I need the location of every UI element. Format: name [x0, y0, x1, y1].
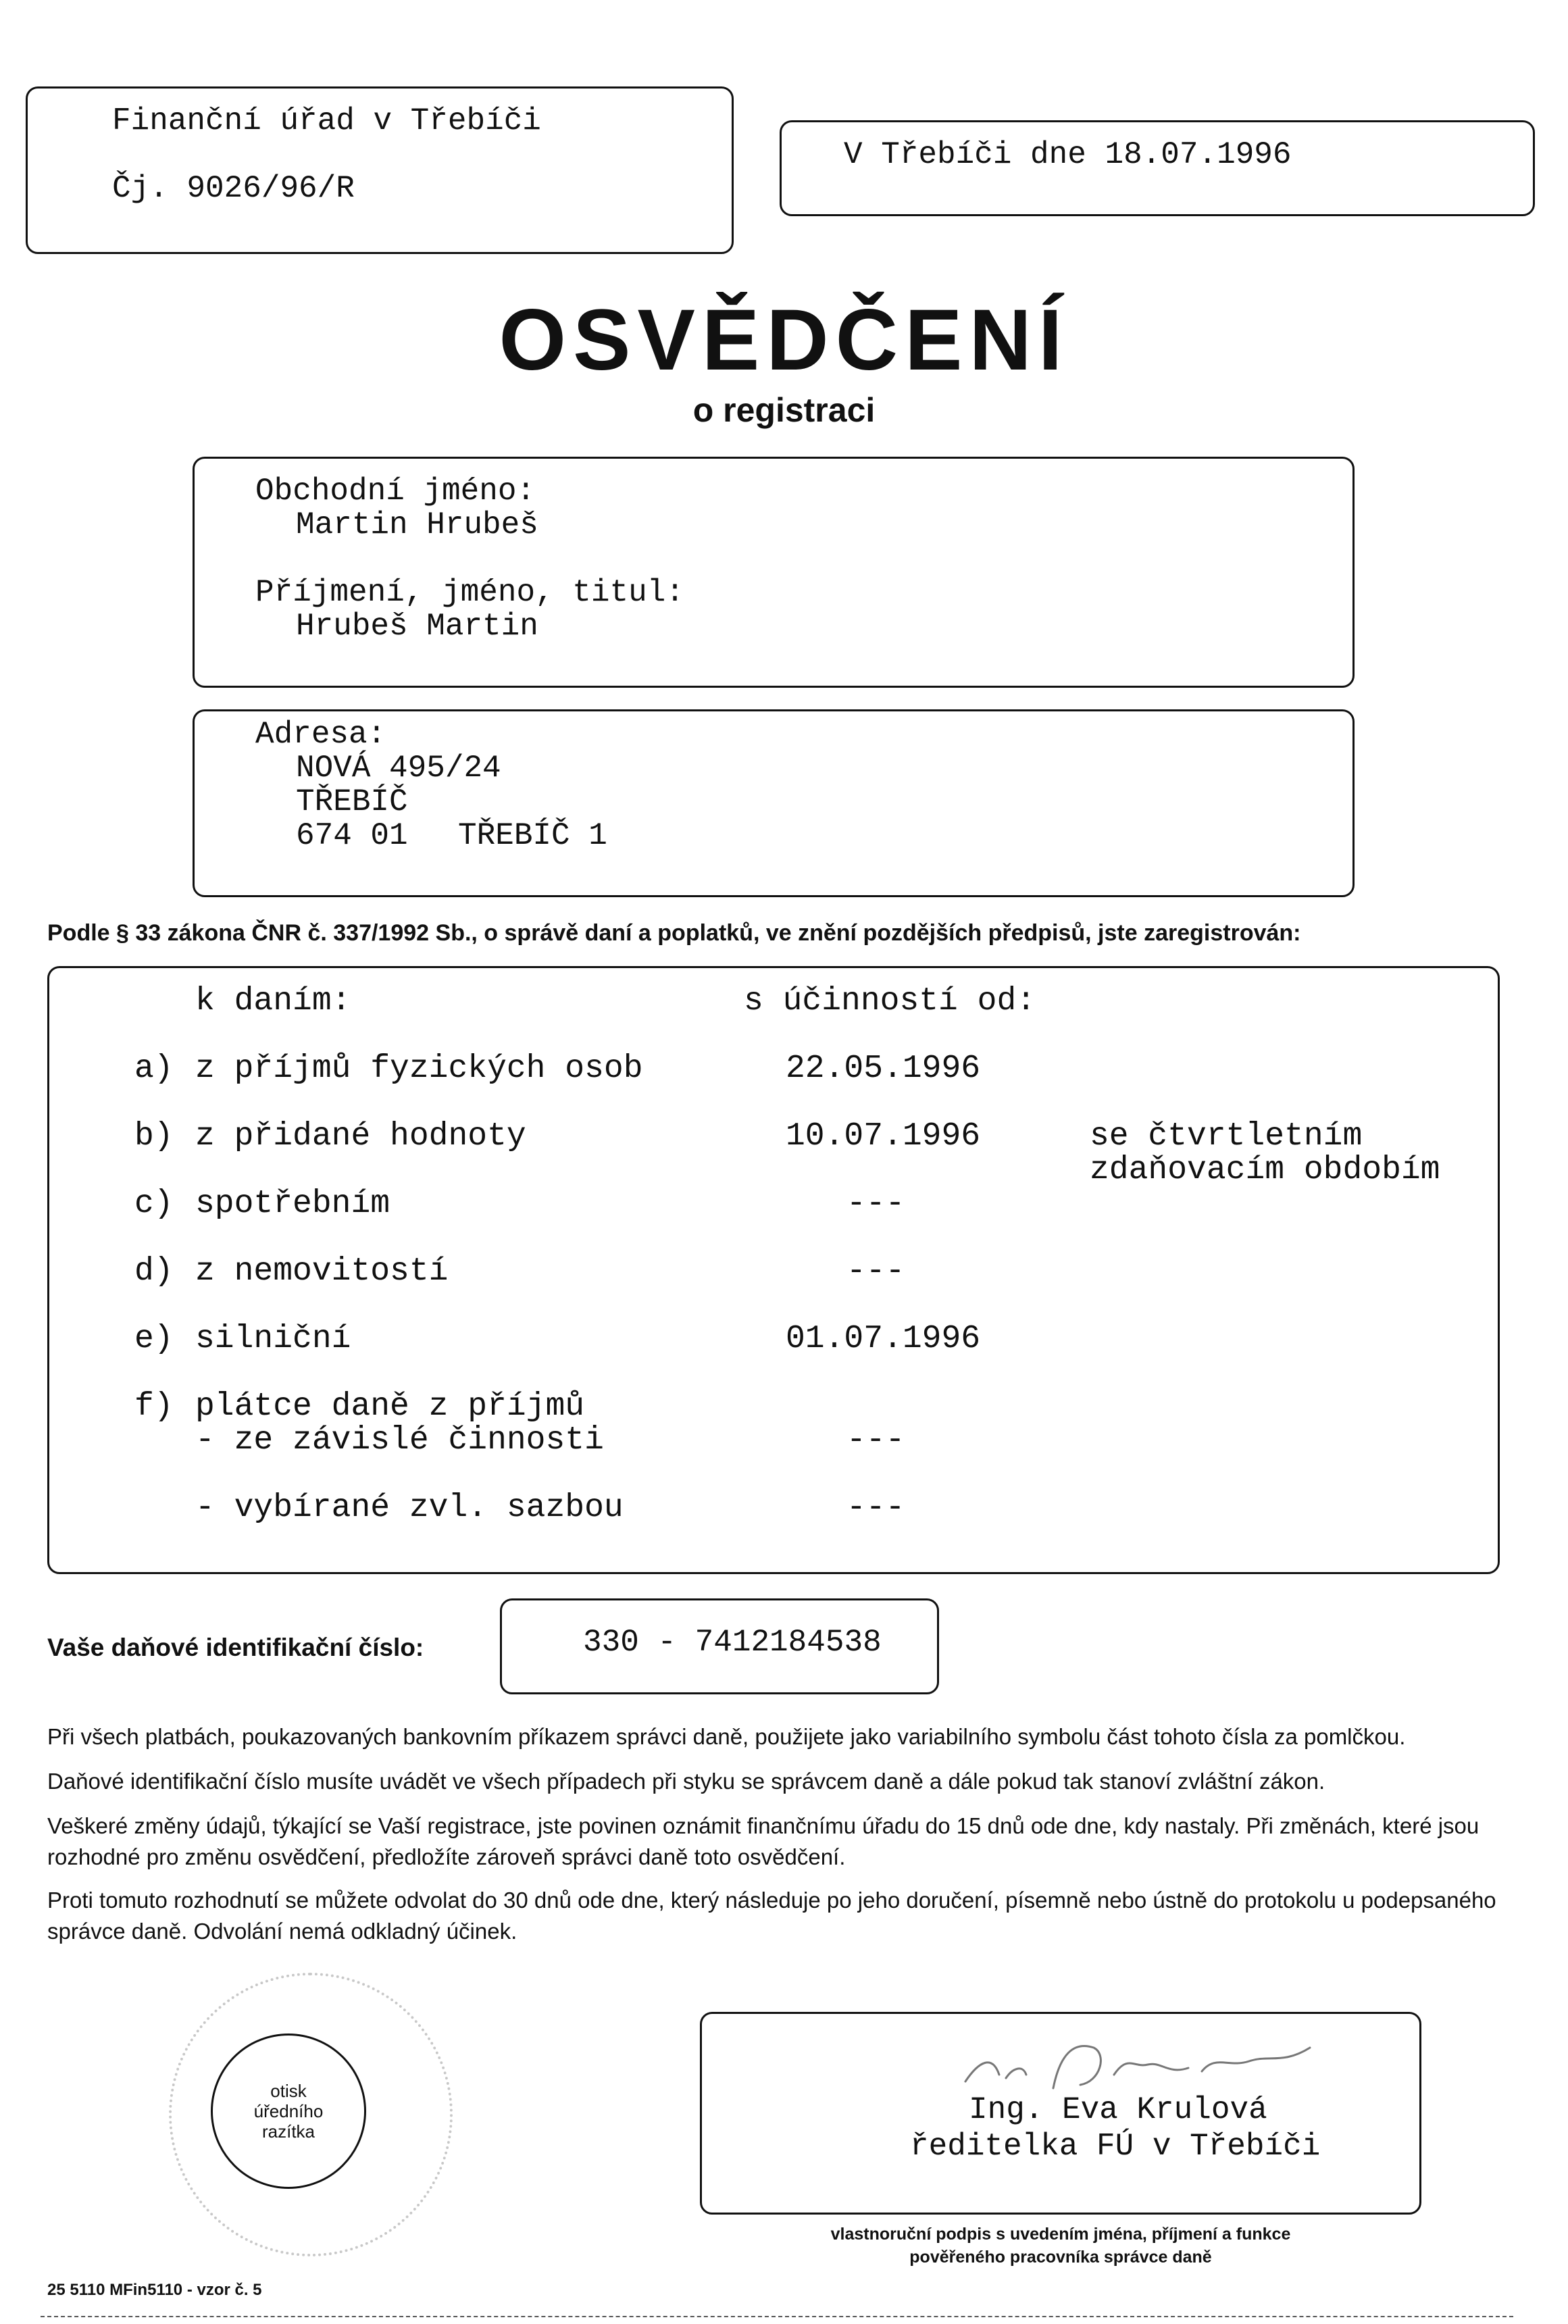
tax-row-label: z příjmů fyzických osob: [195, 1051, 643, 1087]
document-subtitle: o registraci: [692, 391, 876, 429]
stamp-text: razítka: [261, 2121, 315, 2142]
date-box: [780, 120, 1535, 216]
taxes-header-left: k daním:: [195, 983, 351, 1019]
handwritten-signature: [959, 2027, 1337, 2102]
form-code: 25 5110 MFin5110 - vzor č. 5: [47, 2281, 262, 2299]
bottom-divider: [41, 2316, 1513, 2317]
tax-row-letter: b): [134, 1118, 174, 1155]
note-changes: Veškeré změny údajů, týkající se Vaší registrace, jste povinen oznámit finančnímu úřadu do 15 dnů ode dne, kdy nastaly. Při změnách, které jsou rozhodné pro změnu osvědčení, předložíte zároveň správci daně toto osvědčení.: [47, 1813, 1480, 1869]
tax-row-letter: d): [134, 1253, 174, 1290]
tax-subrow-label: - ze závislé činnosti: [195, 1422, 604, 1459]
note-appeal: Proti tomuto rozhodnutí se můžete odvolat do 30 dnů ode dne, který následuje po jeho doručení, písemně nebo ústně do protokolu u podepsaného správce daně. Odvolání nemá odkladný účinek.: [47, 1888, 1496, 1944]
tax-row-letter: f): [134, 1388, 174, 1425]
stamp-placeholder: [211, 2034, 366, 2189]
legal-basis: Podle § 33 zákona ČNR č. 337/1992 Sb., o správě daní a poplatků, ve znění pozdějších předpisů, jste zaregistrován:: [47, 920, 1301, 946]
dic-box: [500, 1598, 939, 1694]
document-title: OSVĚDČENÍ: [499, 292, 1069, 388]
signature-note-line: pověřeného pracovníka správce daně: [909, 2248, 1212, 2267]
tax-row-letter: a): [134, 1051, 174, 1087]
stamp-text: otisk: [270, 2081, 307, 2101]
tax-row-date: ---: [846, 1186, 905, 1222]
tax-row-letter: e): [134, 1321, 174, 1357]
office-name: Finanční úřad v Třebíči: [112, 103, 541, 138]
person-name: Hrubeš Martin: [296, 609, 538, 644]
person-label: Příjmení, jméno, titul:: [255, 575, 684, 610]
note-variable-symbol: Při všech platbách, poukazovaných bankovním příkazem správci daně, použijete jako variabilního symbolu část tohoto čísla za pomlčkou.: [47, 1724, 1406, 1749]
address-postal: 674 01: [296, 818, 408, 853]
address-post-office: TŘEBÍČ 1: [458, 818, 607, 853]
address-city: TŘEBÍČ: [296, 784, 408, 819]
tax-row-date: 22.05.1996: [786, 1051, 981, 1087]
note-dic-usage: Daňové identifikační číslo musíte uvádět ve všech případech při styku se správcem daně a dále pokud tak stanoví zvláštní zákon.: [47, 1769, 1325, 1794]
business-name-label: Obchodní jméno:: [255, 474, 536, 509]
tax-row-label: z přidané hodnoty: [195, 1118, 526, 1155]
tax-row-letter: c): [134, 1186, 174, 1222]
tax-row-label: z nemovitostí: [195, 1253, 449, 1290]
address-label: Adresa:: [255, 717, 386, 752]
address-box: [193, 709, 1355, 897]
tax-row-label: silniční: [195, 1321, 351, 1357]
tax-subrow-date: ---: [846, 1422, 905, 1459]
tax-row-label: plátce daně z příjmů: [195, 1388, 585, 1425]
tax-row-date: ---: [846, 1253, 905, 1290]
tax-row-note: se čtvrtletním: [1090, 1118, 1363, 1155]
tax-registration-box: [47, 966, 1500, 1574]
address-street: NOVÁ 495/24: [296, 751, 501, 786]
signature-box: [700, 2012, 1421, 2215]
signatory-role: ředitelka FÚ v Třebíči: [910, 2129, 1321, 2164]
signature-note: [700, 2223, 1421, 2269]
tax-subrow-label: - vybírané zvl. sazbou: [195, 1490, 624, 1526]
dic-label: Vaše daňové identifikační číslo:: [47, 1634, 424, 1661]
tax-row-label: spotřebním: [195, 1186, 390, 1222]
signature-note-line: vlastnoruční podpis s uvedením jména, příjmení a funkce: [830, 2225, 1291, 2244]
tax-row-date: 01.07.1996: [786, 1321, 981, 1357]
stamp-text: úředního: [253, 2101, 324, 2121]
tax-subrow-date: ---: [846, 1490, 905, 1526]
tax-row-date: 10.07.1996: [786, 1118, 981, 1155]
dic-value: 330 - 7412184538: [583, 1625, 882, 1660]
business-name: Martin Hrubeš: [296, 507, 538, 542]
reference-number: Čj. 9026/96/R: [112, 171, 355, 206]
office-box: [26, 86, 734, 254]
identity-box: [193, 457, 1355, 688]
signatory-name: Ing. Eva Krulová: [969, 2092, 1267, 2127]
place-date: V Třebíči dne 18.07.1996: [844, 137, 1292, 172]
taxes-header-right: s účinností od:: [744, 983, 1036, 1019]
tax-row-note: zdaňovacím obdobím: [1090, 1152, 1440, 1188]
